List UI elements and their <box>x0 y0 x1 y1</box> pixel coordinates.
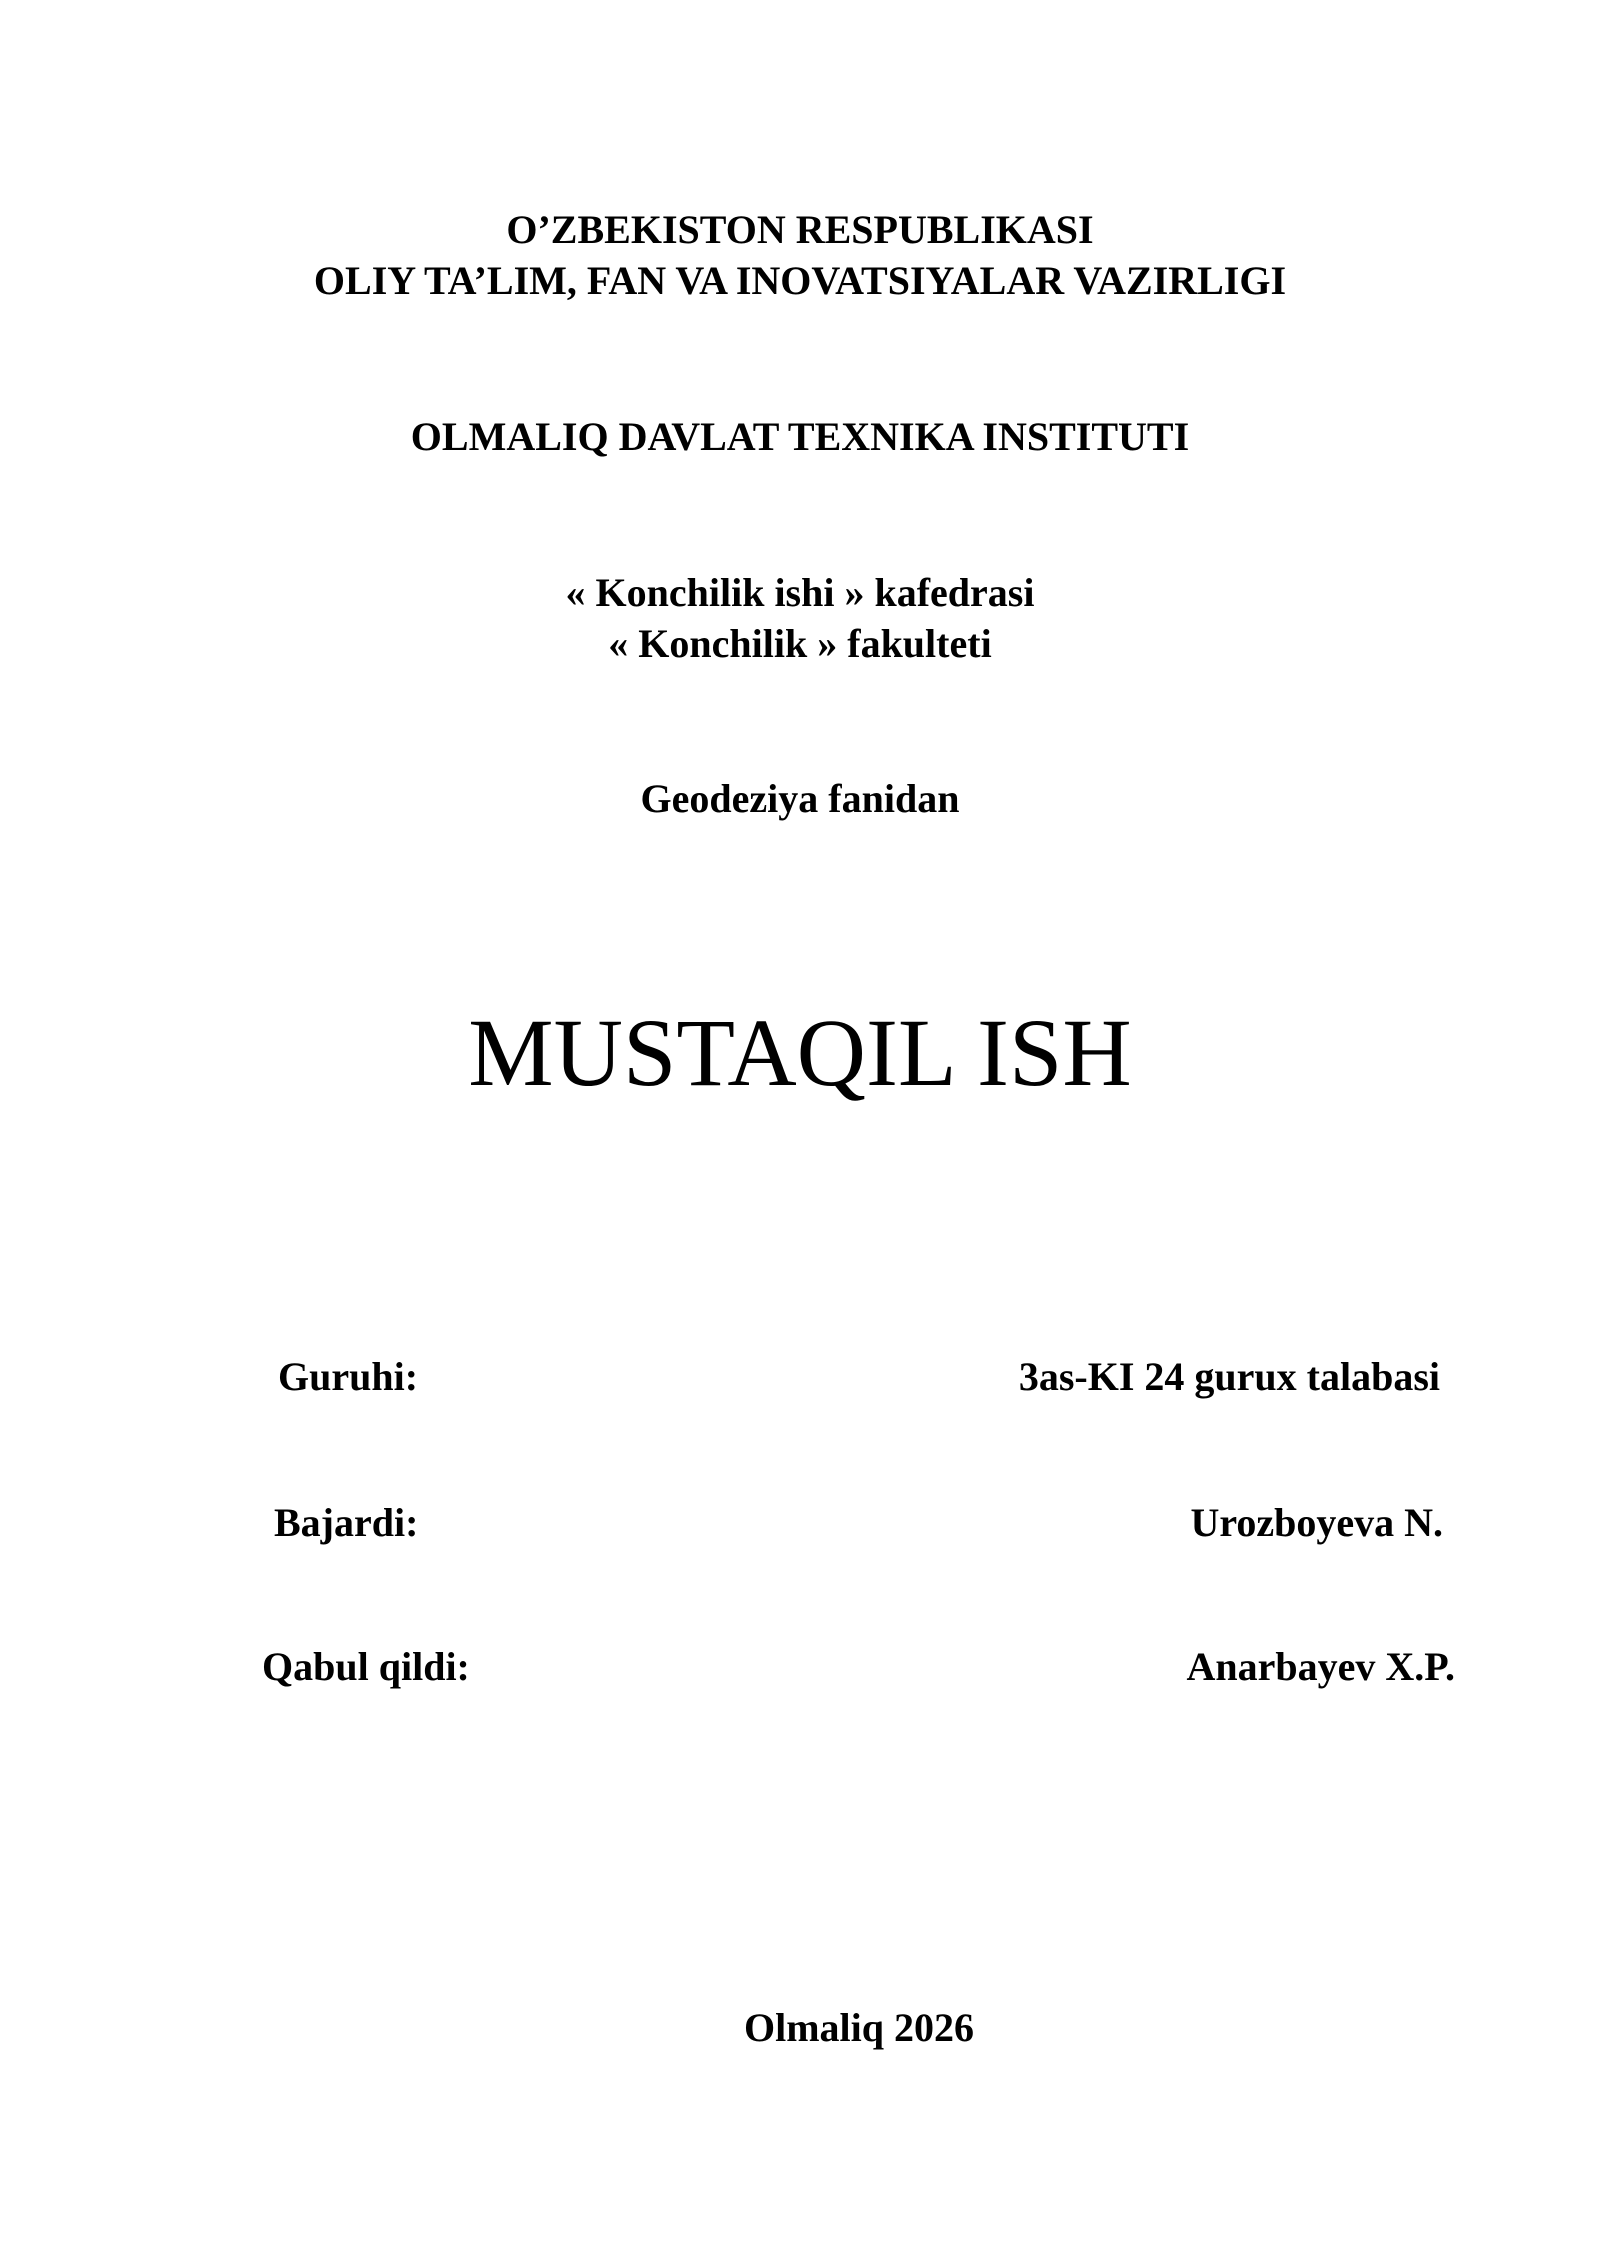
department-name: « Konchilik ishi » kafedrasi <box>565 570 1035 615</box>
accepted-by-label: Qabul qildi: <box>262 1644 470 1689</box>
done-by-label: Bajardi: <box>274 1500 419 1545</box>
faculty-name: « Konchilik » fakulteti <box>608 621 992 666</box>
accepted-by-value: Anarbayev X.P. <box>1186 1644 1455 1689</box>
done-by-value: Urozboyeva N. <box>1190 1500 1443 1545</box>
city-year: Olmaliq 2026 <box>743 2005 975 2050</box>
institute-name: OLMALIQ DAVLAT TEXNIKA INSTITUTI <box>410 414 1190 459</box>
ministry-name: OLIY TA’LIM, FAN VA INOVATSIYALAR VAZIRLIGI <box>313 258 1287 303</box>
country-name: O’ZBEKISTON RESPUBLIKASI <box>506 207 1094 252</box>
group-value: 3as-KI 24 gurux talabasi <box>1018 1354 1440 1399</box>
group-label: Guruhi: <box>278 1354 419 1399</box>
subject-line: Geodeziya fanidan <box>640 776 960 821</box>
document-title: MUSTAQIL ISH <box>468 999 1132 1106</box>
